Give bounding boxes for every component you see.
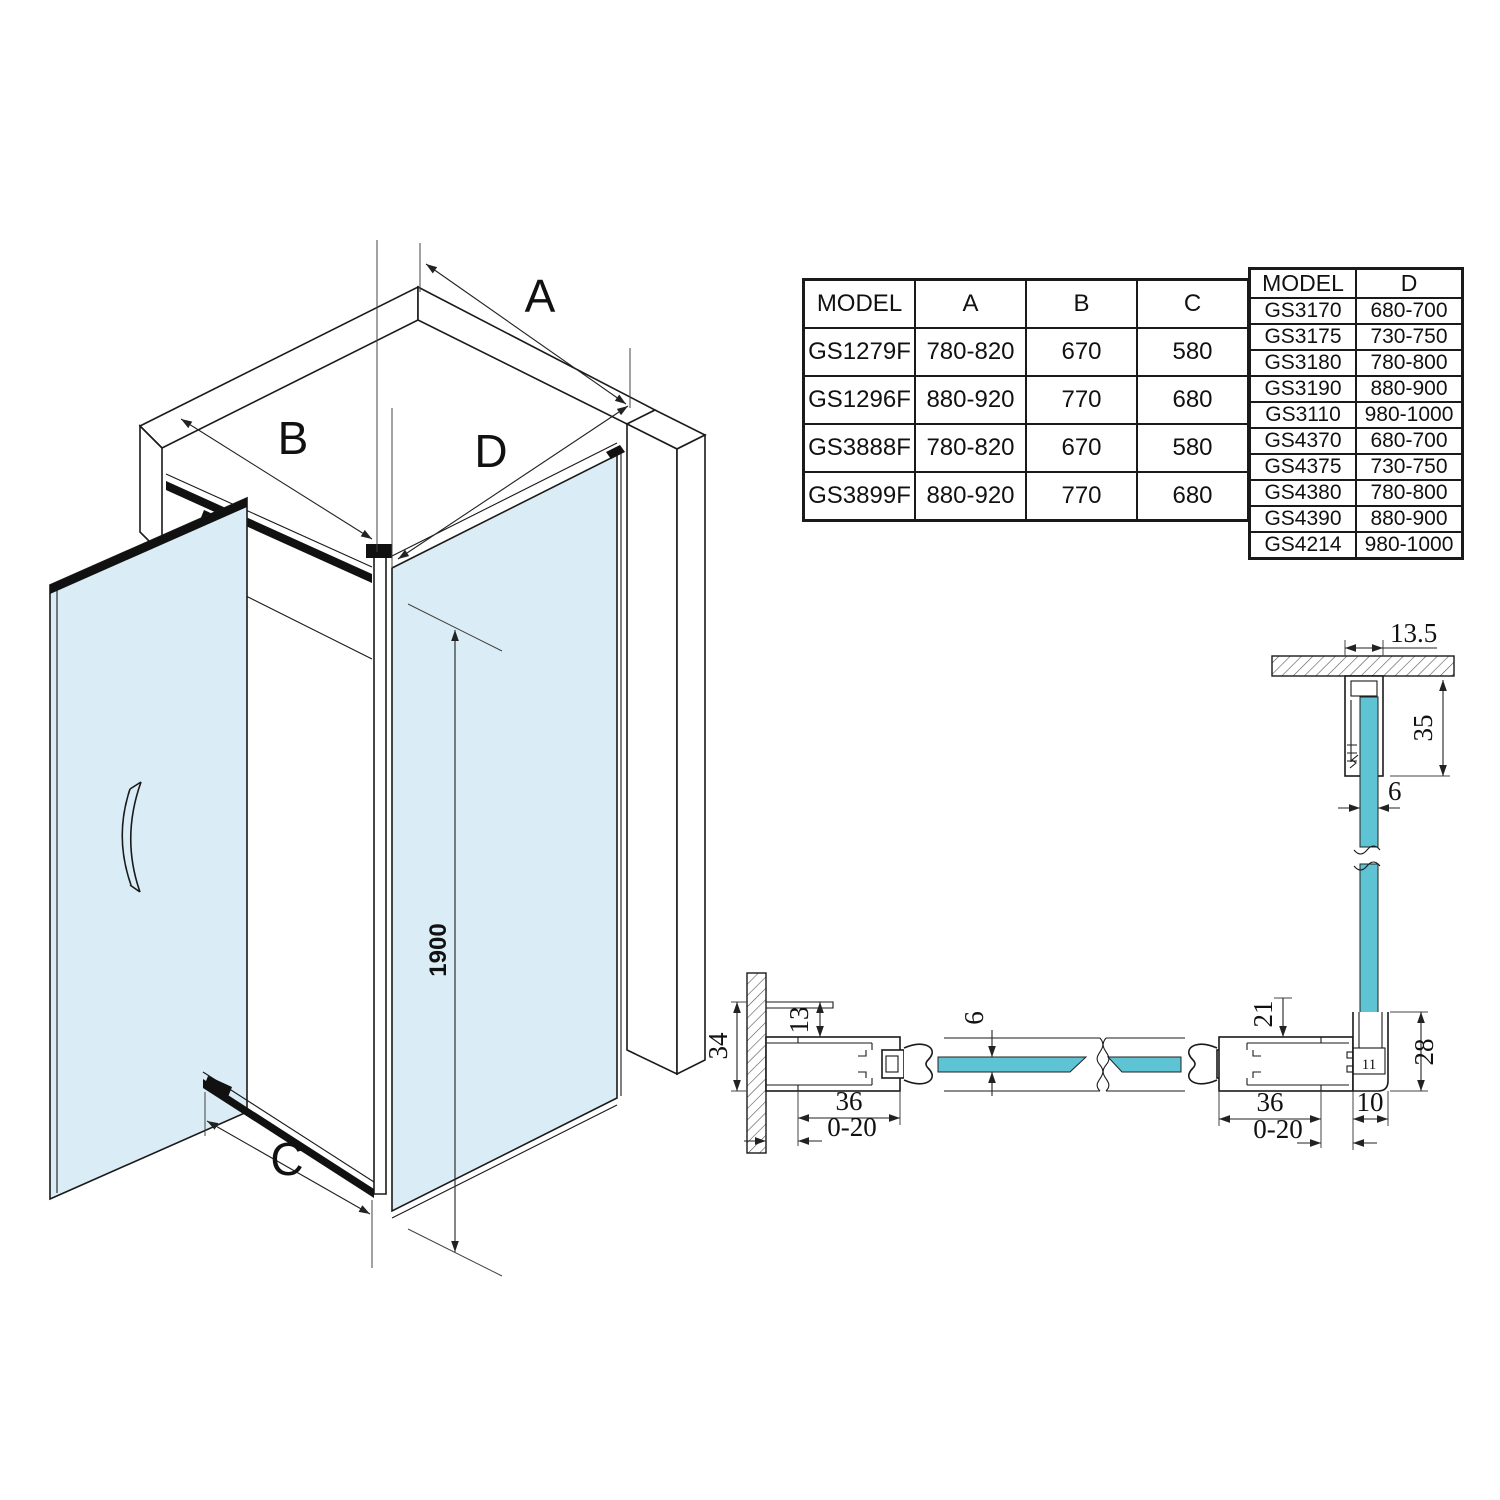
cell-model: GS4390 xyxy=(1250,506,1357,532)
header-d: D xyxy=(1356,269,1463,299)
cell-c: 680 xyxy=(1137,376,1249,424)
cell-model: GS3170 xyxy=(1250,298,1357,324)
header-b: B xyxy=(1026,280,1137,329)
header-c: C xyxy=(1137,280,1249,329)
header-model: MODEL xyxy=(1250,269,1357,299)
header-model: MODEL xyxy=(804,280,916,329)
right-wall-column-front xyxy=(627,424,677,1074)
cell-d: 780-800 xyxy=(1356,350,1463,376)
table-header-row xyxy=(1250,269,1463,299)
table-row xyxy=(1250,506,1463,532)
table-row xyxy=(804,328,1249,376)
dim-label-A: A xyxy=(524,270,556,322)
cell-d: 680-700 xyxy=(1356,298,1463,324)
corner-profile-detail xyxy=(1103,998,1439,1150)
cell-a: 880-920 xyxy=(915,376,1026,424)
table-row xyxy=(1250,298,1463,324)
cell-d: 730-750 xyxy=(1356,454,1463,480)
cell-d: 730-750 xyxy=(1356,324,1463,350)
model-size-table xyxy=(802,278,1250,522)
table-row xyxy=(1250,376,1463,402)
cell-model: GS3110 xyxy=(1250,402,1357,428)
right-wall-column-side xyxy=(677,435,705,1074)
dim-label-B: B xyxy=(277,412,309,464)
left-wall-end xyxy=(140,426,162,554)
door-glass-section-2 xyxy=(1108,1057,1181,1072)
cell-d: 880-900 xyxy=(1356,506,1463,532)
cell-a: 880-920 xyxy=(915,472,1026,521)
dim-10: 10 xyxy=(1356,1087,1384,1117)
table-row xyxy=(1250,454,1463,480)
cell-model: GS4370 xyxy=(1250,428,1357,454)
cell-d: 780-800 xyxy=(1356,480,1463,506)
cell-b: 770 xyxy=(1026,472,1137,521)
table-row xyxy=(804,424,1249,472)
cell-model: GS4214 xyxy=(1250,532,1357,559)
cell-a: 780-820 xyxy=(915,424,1026,472)
cell-model: GS4375 xyxy=(1250,454,1357,480)
table-row xyxy=(804,376,1249,424)
table-header-row xyxy=(804,280,1249,329)
ceiling-hatch xyxy=(1272,656,1454,676)
corner-post xyxy=(374,556,386,1194)
corner-profile-body xyxy=(1219,1037,1353,1091)
cell-d: 680-700 xyxy=(1356,428,1463,454)
dim-label-D: D xyxy=(474,425,508,477)
post-cap xyxy=(366,544,392,558)
dim-36-wall: 36 xyxy=(835,1086,863,1116)
dim-label-C: C xyxy=(270,1133,304,1185)
side-glass-panel xyxy=(392,455,617,1211)
header-a: A xyxy=(915,280,1026,329)
table-row xyxy=(1250,402,1463,428)
dim-11: 11 xyxy=(1361,1057,1377,1073)
cell-b: 670 xyxy=(1026,328,1137,376)
table-row xyxy=(1250,350,1463,376)
table-row xyxy=(1250,480,1463,506)
cell-model: GS3180 xyxy=(1250,350,1357,376)
cell-c: 580 xyxy=(1137,424,1249,472)
cell-d: 980-1000 xyxy=(1356,402,1463,428)
dim-36-corner: 36 xyxy=(1256,1087,1284,1117)
dim-6-top: 6 xyxy=(1388,776,1402,806)
dim-6-wall: 6 xyxy=(959,1011,989,1025)
dim-28: 28 xyxy=(1409,1038,1439,1066)
cell-d: 980-1000 xyxy=(1356,532,1463,559)
dim-35: 35 xyxy=(1408,714,1438,742)
cell-model: GS3190 xyxy=(1250,376,1357,402)
wall-profile-body xyxy=(766,1037,900,1091)
cell-c: 680 xyxy=(1137,472,1249,521)
cell-model: GS1296F xyxy=(804,376,916,424)
cell-model: GS3888F xyxy=(804,424,916,472)
cell-model: GS1279F xyxy=(804,328,916,376)
table-row xyxy=(1250,324,1463,350)
cell-model: GS3899F xyxy=(804,472,916,521)
cell-a: 780-820 xyxy=(915,328,1026,376)
dim-13: 13 xyxy=(784,1006,814,1034)
cell-model: GS3175 xyxy=(1250,324,1357,350)
table-row xyxy=(804,472,1249,521)
cell-b: 770 xyxy=(1026,376,1137,424)
dim-34: 34 xyxy=(703,1032,733,1060)
dim-label-1900: 1900 xyxy=(425,923,452,977)
dim-0-20-corner: 0-20 xyxy=(1253,1114,1303,1144)
isometric-enclosure xyxy=(50,240,705,1276)
dim-21: 21 xyxy=(1248,1000,1278,1028)
door-glass-section xyxy=(938,1057,1086,1072)
wall-hatch xyxy=(747,973,766,1153)
wall-profile-detail xyxy=(703,973,1103,1153)
cell-model: GS4380 xyxy=(1250,480,1357,506)
cell-b: 670 xyxy=(1026,424,1137,472)
cell-c: 580 xyxy=(1137,328,1249,376)
cell-d: 880-900 xyxy=(1356,376,1463,402)
vertical-glass xyxy=(1360,697,1378,847)
table-row xyxy=(1250,532,1463,559)
table-row xyxy=(1250,428,1463,454)
top-section-detail xyxy=(1272,618,1454,1045)
dim-13-5: 13.5 xyxy=(1390,618,1438,648)
model-d-table xyxy=(1248,267,1464,560)
dim-0-20-wall: 0-20 xyxy=(827,1112,877,1142)
